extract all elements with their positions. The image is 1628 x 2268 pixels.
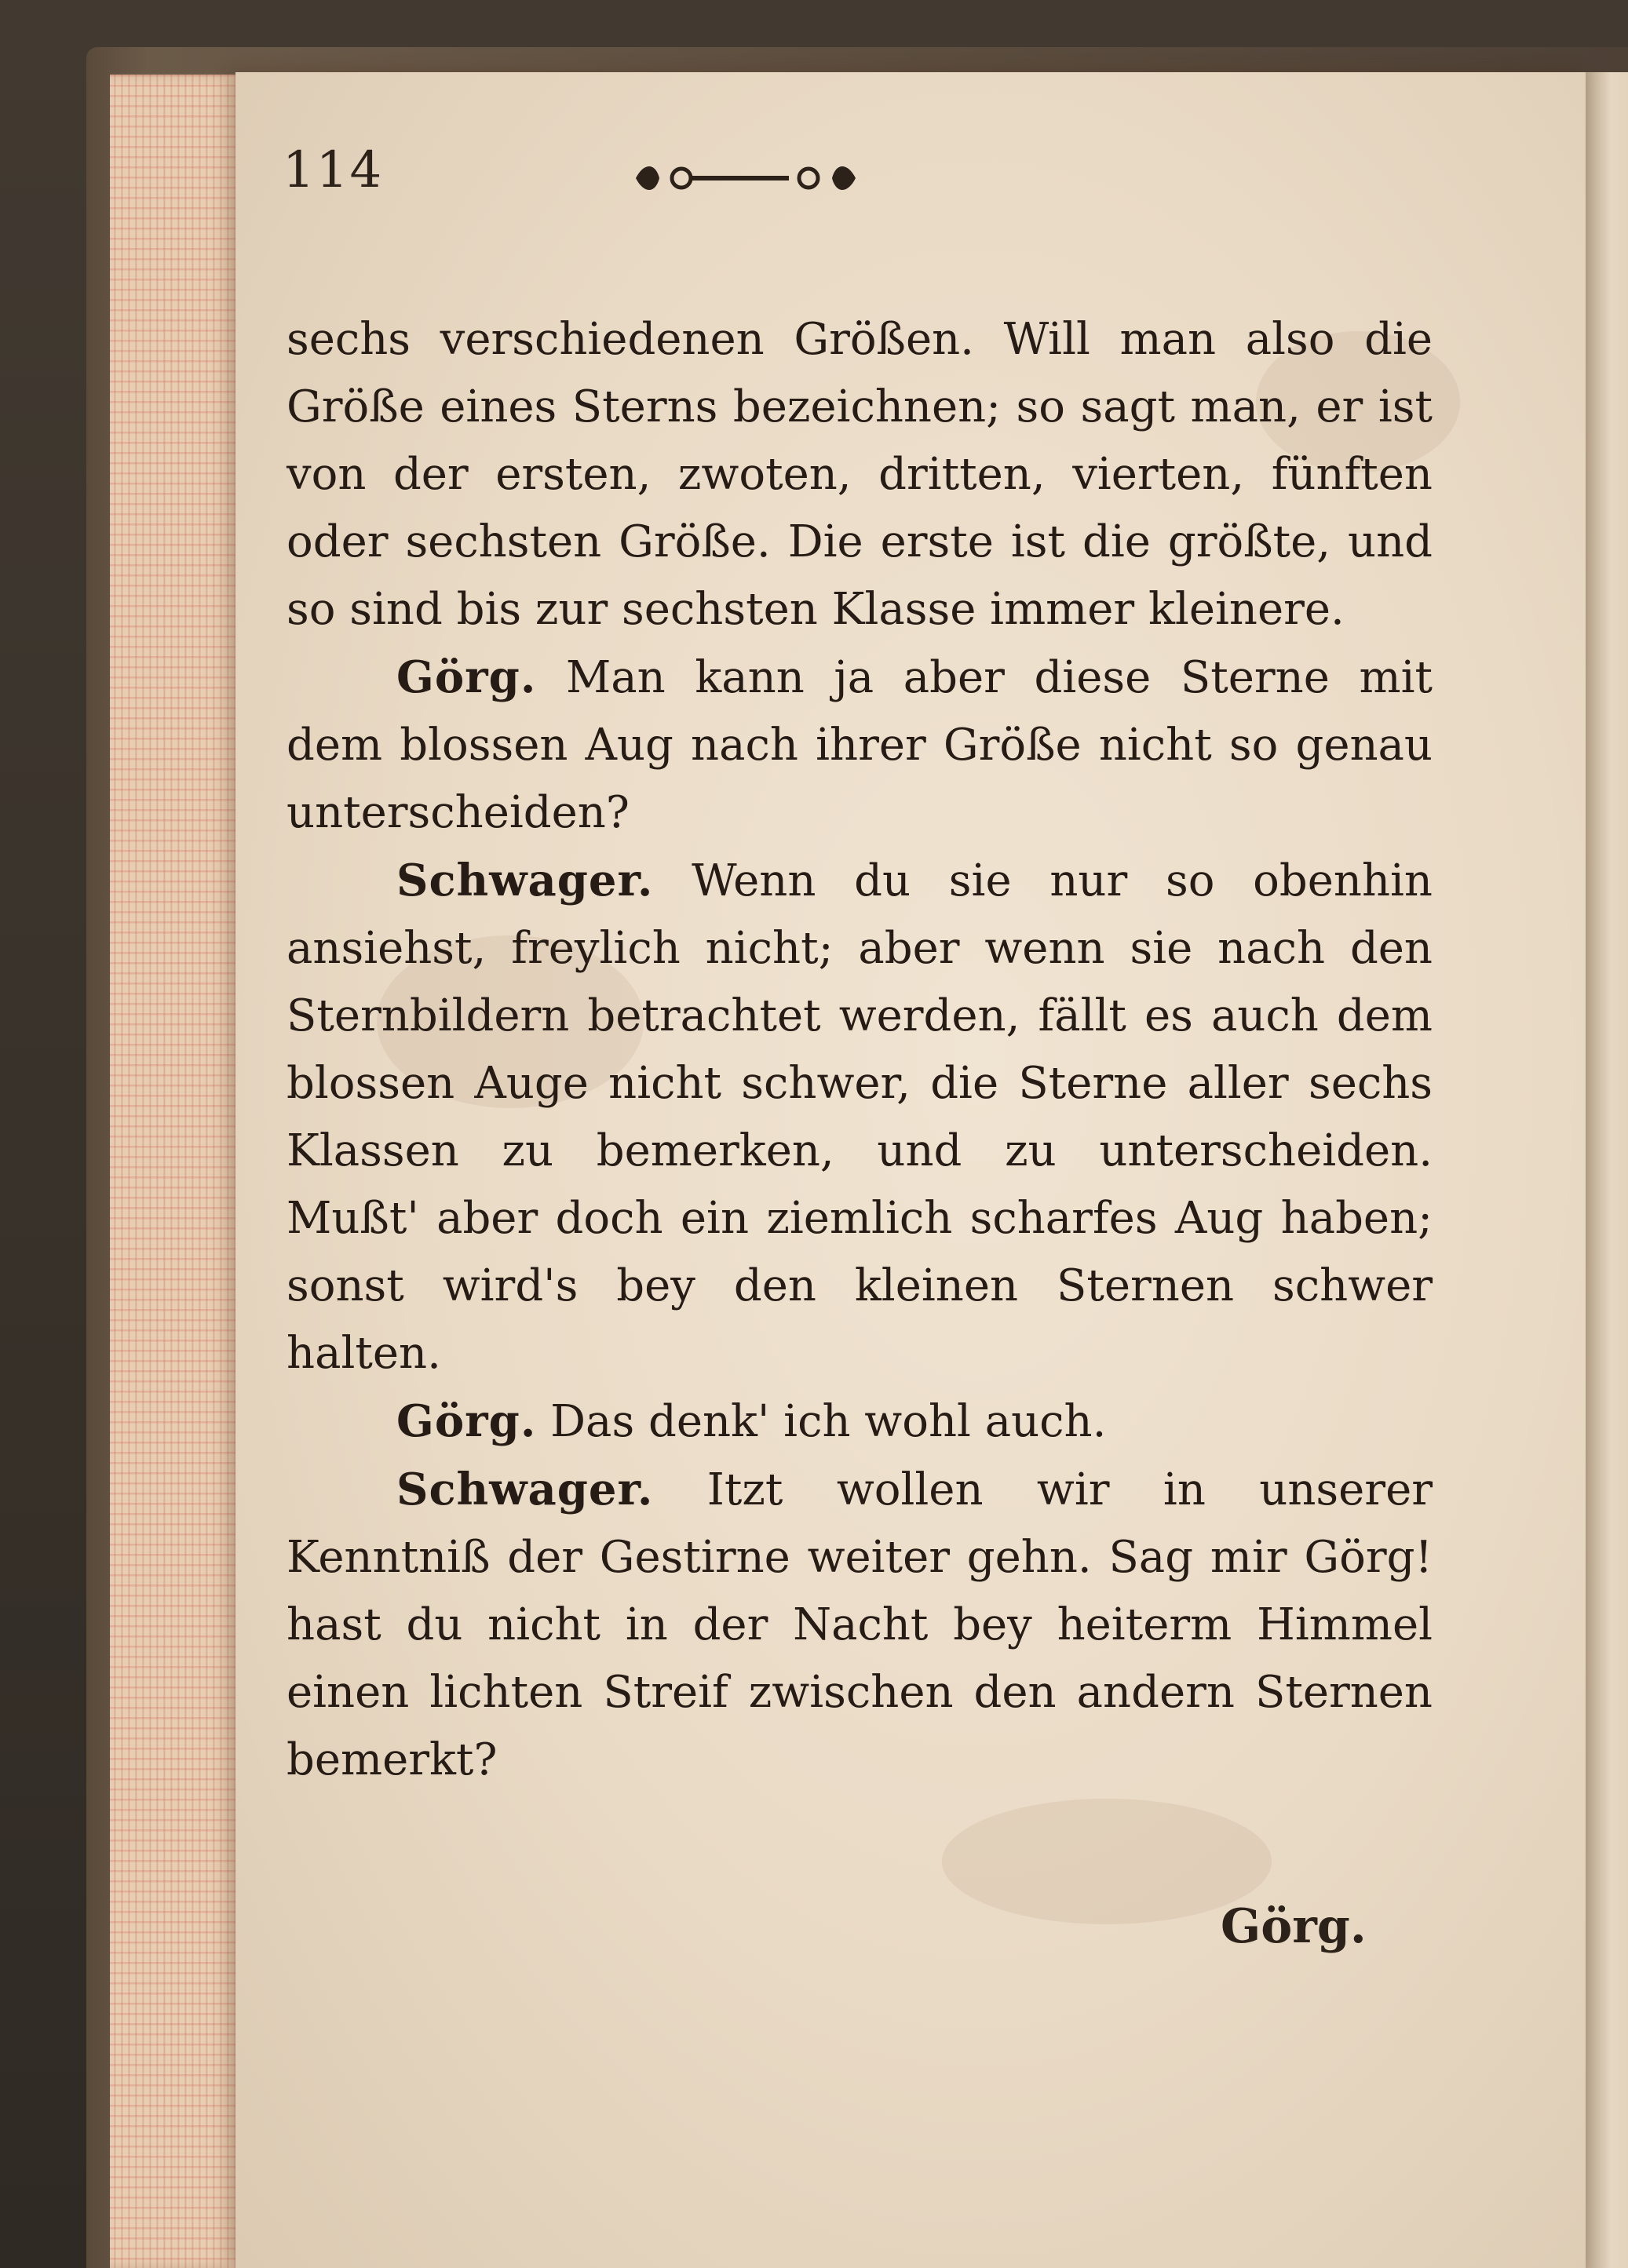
ornament-icon <box>628 151 863 206</box>
catchword: Görg. <box>1221 1899 1367 1954</box>
paragraph <box>287 847 1433 1387</box>
paragraph <box>287 1456 1433 1794</box>
paragraph-text: sechs verschiedenen Größen. Will man also die Größe eines Sterns bezeichnen; so sagt man, er ist von der ersten, zwoten, dritten, vierten, fünften oder sechsten Größe. Die erste ist die größte, und so sind bis zur sechsten Klasse immer kleinere. <box>287 314 1433 635</box>
page-number: 114 <box>283 141 384 199</box>
paragraph-text: Itzt wollen wir in unserer Kenntniß der Gestirne weiter gehn. Sag mir Görg! hast du nicht in der Nacht bey heiterm Himmel einen lichten Streif zwischen den andern Sternen bemerkt? <box>287 1464 1433 1785</box>
paragraph <box>287 644 1433 847</box>
body-text <box>287 306 1433 1794</box>
speaker-name: Görg. <box>396 651 537 703</box>
paragraph-text: Das denk' ich wohl auch. <box>550 1396 1107 1447</box>
paragraph-text: Man kann ja aber diese Sterne mit dem blossen Aug nach ihrer Größe nicht so genau unterscheiden? <box>287 652 1433 838</box>
facing-page-edge <box>1586 72 1628 2268</box>
speaker-name: Schwager. <box>396 855 654 906</box>
speaker-name: Schwager. <box>396 1464 654 1515</box>
paragraph-text: Wenn du sie nur so obenhin ansiehst, freylich nicht; aber wenn sie nach den Sternbildern betrachtet werden, fällt es auch dem blossen Auge nicht schwer, die Sterne aller sechs Klassen zu bemerken, und zu unterscheiden. Mußt' aber doch ein ziemlich scharfes Aug haben; sonst wird's bey den kleinen Sternen schwer halten. <box>287 855 1433 1379</box>
paragraph <box>287 306 1433 644</box>
page-header <box>283 141 1146 251</box>
speaker-name: Görg. <box>396 1395 537 1447</box>
paragraph <box>287 1387 1433 1456</box>
